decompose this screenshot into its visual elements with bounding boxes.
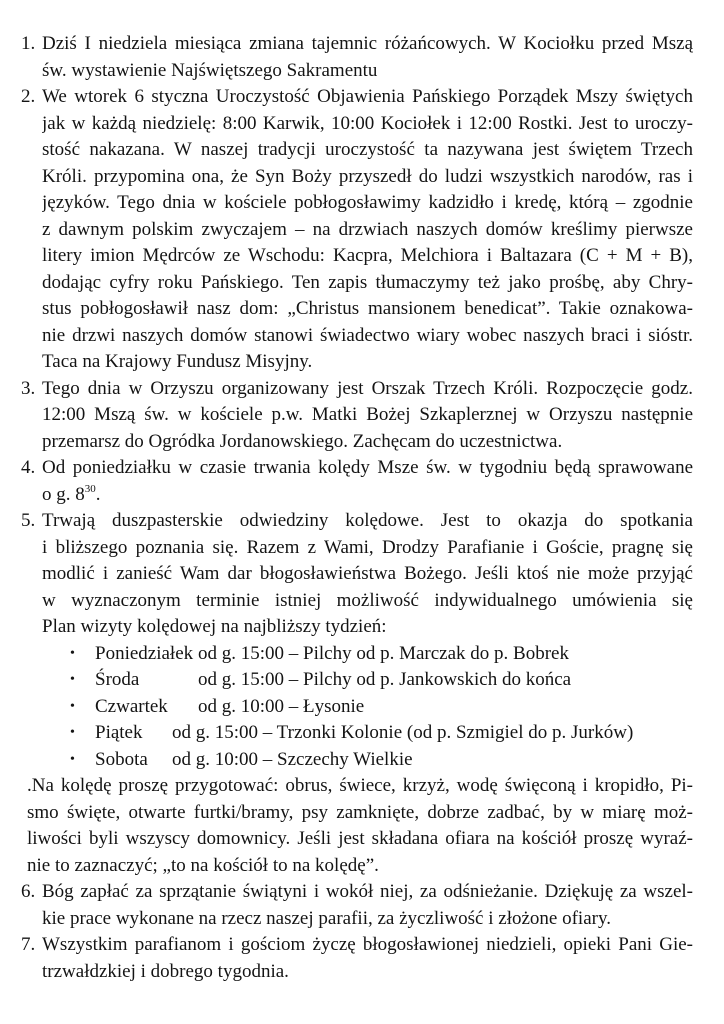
item-text-line: 12:00 Mszą św. w kościele p.w. Matki Bożej Szkaplerznej w Orzyszu następnie [42, 404, 693, 425]
announcement-item-2 [0, 84, 724, 376]
mass-time-minutes: 30 [84, 482, 96, 495]
item-text-line: Plan wizyty kolędowej na najbliższy tydzień: [42, 616, 387, 637]
bullet-icon: • [70, 698, 75, 714]
item-text-line: Dziś I niedziela miesiąca zmiana tajemnic różańcowych. W Kociołku przed Mszą [42, 33, 693, 54]
item-text-line: stość nakazana. W naszej tradycji uroczystość ta nazywana jest świętem Trzech [42, 139, 693, 160]
note-text-line: smo święte, otwarte furtki/bramy, psy zamknięte, dobrze zadbać, by w miarę moż- [27, 801, 693, 823]
item-number: 7. [21, 934, 36, 955]
schedule-day: Piątek [95, 722, 143, 743]
item-text-line: Trwają duszpasterskie odwiedziny kolędowe. Jest to okazja do spotkania [42, 510, 693, 531]
item-text-line: dodając cyfry roku Pańskiego. Ten zapis tłumaczymy też jako prośbę, aby Chry- [42, 271, 693, 293]
item-number: 5. [21, 510, 36, 531]
schedule-row [0, 747, 724, 774]
item-text-line: przemarsz do Ogródka Jordanowskiego. Zachęcam do uczestnictwa. [42, 430, 563, 452]
item-text-line: kie prace wykonane na rzecz naszej parafii, za życzliwość i złożone ofiary. [42, 907, 611, 929]
announcement-item-1 [0, 31, 724, 84]
schedule-row [0, 667, 724, 694]
schedule-day: Czwartek [95, 695, 168, 717]
item-text-line: We wtorek 6 styczna Uroczystość Objawienia Pańskiego Porządek Mszy świętych [42, 86, 693, 107]
item-text-line: i bliższego poznania się. Razem z Wami, Drodzy Parafianie i Goście, pragnę się [42, 536, 693, 558]
item-text-line: w wyznaczonym terminie istniej możliwość indywidualnego umówienia się [42, 589, 693, 611]
note-text-line: .Na kolędę proszę przygotować: obrus, świece, krzyż, wodę święconą i kropidło, Pi- [27, 775, 693, 796]
visit-preparation-note [0, 773, 724, 879]
item-text-line: trzwałdzkiej i dobrego tygodnia. [42, 960, 289, 982]
mass-time-prefix: o g. 8 [42, 483, 85, 505]
schedule-day: Poniedziałek [95, 642, 194, 664]
parish-announcements [0, 31, 724, 985]
note-text-line: liwości byli wszyscy domownicy. Jeśli jest składana ofiara na kościół proszę wyraź- [27, 828, 693, 849]
item-number: 2. [21, 86, 36, 107]
schedule-row [0, 694, 724, 721]
schedule-row [0, 720, 724, 747]
item-text-line: Bóg zapłać za sprzątanie świątyni i wokół niej, za odśnieżanie. Dziękuję za wszel- [42, 881, 693, 902]
item-number: 3. [21, 377, 36, 399]
mass-time-suffix: . [95, 483, 101, 505]
item-text-line: języków. Tego dnia w kościele pobłogosławimy kadzidło i kredę, którą – zgodnie [42, 192, 693, 213]
item-text-line: modlić i zanieść Wam dar błogosławieństwa Bożego. Jeśli ktoś nie może przyjąć [42, 563, 693, 584]
item-text-line: św. wystawienie Najświętszego Sakramentu [42, 59, 378, 81]
bullet-icon: • [70, 751, 75, 767]
schedule-row [0, 641, 724, 668]
item-text-line: jak w każdą niedzielę: 8:00 Karwik, 10:00 Kociołek i 12:00 Rostki. Jest to uroczy- [42, 112, 693, 134]
schedule-detail: od g. 15:00 – Pilchy od p. Jankowskich do końca [198, 669, 572, 690]
item-number: 6. [21, 881, 36, 902]
visit-schedule-list [0, 641, 724, 774]
schedule-detail: od g. 10:00 – Szczechy Wielkie [172, 748, 413, 770]
schedule-detail: od g. 10:00 – Łysonie [198, 695, 365, 717]
schedule-detail: od g. 15:00 – Trzonki Kolonie (od p. Szmigiel do p. Jurków) [172, 722, 634, 743]
schedule-day: Środa [95, 669, 140, 690]
announcement-item-3 [0, 376, 724, 456]
announcement-item-5 [0, 508, 724, 879]
item-text-line: Króli. przypomina ona, że Syn Boży przyszedł do ludzi wszystkich narodów, ras i [42, 165, 693, 187]
item-number: 1. [21, 33, 36, 54]
bullet-icon: • [70, 645, 75, 661]
bullet-icon: • [70, 672, 75, 687]
note-text-line: nie to zaznaczyć; „to na kościół to na kolędę”. [27, 854, 379, 876]
schedule-day: Sobota [95, 748, 148, 770]
item-text-line: Wszystkim parafianom i gościom życzę błogosławionej niedzieli, opieki Pani Gie- [42, 934, 693, 955]
bullet-icon: • [70, 725, 75, 740]
schedule-detail: od g. 15:00 – Pilchy od p. Marczak do p. Bobrek [198, 642, 569, 664]
item-text-line: nie drzwi naszych domów stanowi świadectwo wiary wobec naszych braci i sióstr. [42, 324, 693, 346]
item-number: 4. [21, 457, 36, 478]
item-text-line: stus pobłogosławił nasz dom: „Christus mansionem benedicat”. Takie oznakowa- [42, 298, 693, 319]
item-text-line: litery imion Mędrców ze Wschodu: Kacpra, Melchiora i Baltazara (C + M + B), [42, 245, 693, 266]
item-text-line [42, 482, 693, 509]
item-text-line: Tego dnia w Orzyszu organizowany jest Orszak Trzech Króli. Rozpoczęcie godz. [42, 377, 693, 399]
item-text-line: Od poniedziałku w czasie trwania kolędy Msze św. w tygodniu będą sprawowane [42, 457, 693, 478]
item-text-line: z dawnym polskim zwyczajem – na drzwiach naszych domów kreślimy pierwsze [42, 218, 693, 240]
announcement-item-4 [0, 455, 724, 508]
announcement-item-6 [0, 879, 724, 932]
item-text-line: Taca na Krajowy Fundusz Misyjny. [42, 351, 313, 372]
announcement-item-7 [0, 932, 724, 985]
